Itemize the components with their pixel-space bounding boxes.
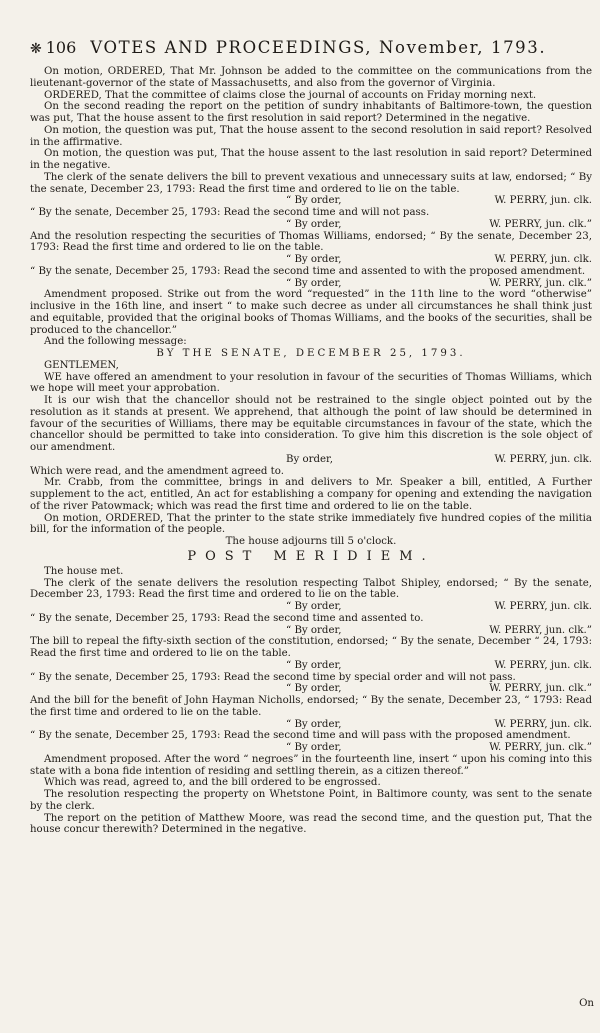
paragraph: “ By the senate, December 25, 1793: Read the second time and will not pass. — [30, 207, 430, 218]
paragraph: Which were read, and the amendment agreed to. — [30, 465, 284, 477]
paragraph: “ By the senate, December 25, 1793: Read the second time by special order and will not pass. — [30, 671, 516, 683]
paragraph: The report on the petition of Matthew Moore, was read the second time, and the question put, That the house concur therewith? Determined in the negative. — [30, 812, 592, 836]
page-header — [30, 38, 586, 60]
paragraph: WE have offered an amendment to your resolution in favour of the securities of Thomas Williams, which we hope will meet your approbation. — [30, 371, 592, 395]
paragraph: Mr. Crabb, from the committee, brings in and delivers to Mr. Speaker a bill, entitled, A Further supplement to the act, entitled, An act for establishing a company for opening and extending the navigation of the river Patowmack; which was read the first time and ordered to lie on the table. — [30, 477, 592, 512]
paragraph: Amendment proposed. Strike out from the word “requested” in the 11th line to the word “otherwise” inclusive in the 16th line, and insert “ to make such decree as under all circumstances he shall think just and equitable, provided that the original books of Thomas Williams, and the books of the securities, shall be produced to the chancellor.” — [30, 289, 592, 336]
paragraph: Amendment proposed. After the word “ negroes” in the fourteenth line, insert “ upon his coming into this state with a bona fide intention of residing and settling therein, as a citizen thereof.” — [30, 753, 592, 777]
paragraph: ORDERED, That the committee of claims close the journal of accounts on Friday morning next. — [44, 89, 537, 101]
paragraph: On motion, the question was put, That the house assent to the second resolution in said report? Resolved in the affirmative. — [30, 124, 592, 148]
salutation: GENTLEMEN, — [44, 359, 119, 371]
section-heading: POST MERIDIEM. — [187, 548, 435, 564]
catchword: On — [579, 998, 594, 1009]
paragraph: It is our wish that the chancellor should not be restrained to the single object pointed out by the resolution as it stands at present. We apprehend, that although the point of law should be determined in favour of the securities of Williams, there may be equitable circumstances in favour of the state, which the chancellor should be permitted to take into consideration. To give him this discretion is the sole object of our amendment. — [30, 395, 592, 453]
paragraph: And the following message: — [44, 336, 187, 348]
paragraph: Which was read, agreed to, and the bill ordered to be engrossed. — [44, 777, 381, 789]
paragraph: And the bill for the benefit of John Hayman Nicholls, endorsed; “ By the senate, December 23, “ 1793: Read the first time and ordered to lie on the table. — [30, 695, 592, 718]
paragraph: And the resolution respecting the securities of Thomas Williams, endorsed; “ By the senate, December 23, 1793: Read the first time and ordered to lie on the table. — [30, 230, 592, 254]
paragraph: “ By the senate, December 25, 1793: Read the second time and will pass with the proposed amendment. — [30, 730, 571, 742]
ornament-icon: ❋ — [30, 41, 42, 57]
signature-line: “ By order, W. PERRY, jun. clk.” — [286, 624, 592, 636]
paragraph: The bill to repeal the fifty-sixth section of the constitution, endorsed; “ By the senate, December “ 24, 1793: Read the first time and ordered to lie on the table. — [30, 636, 592, 659]
signature-line: “ By order, W. PERRY, jun. clk. — [286, 195, 592, 207]
signature-line: “ By order, W. PERRY, jun. clk. — [286, 254, 592, 265]
signature-line: “ By order, W. PERRY, jun. clk.” — [286, 218, 592, 230]
paragraph: The clerk of the senate delivers the resolution respecting Talbot Shipley, endorsed; “ By the senate, December 23, 1793: Read the first time and ordered to lie on the table. — [30, 577, 592, 601]
paragraph: On motion, ORDERED, That the printer to the state strike immediately five hundred copies of the militia bill, for the information of the people. — [30, 512, 592, 536]
signature-line: “ By order, W. PERRY, jun. clk.” — [286, 683, 592, 695]
page-number: 106 — [45, 38, 77, 57]
paragraph: “ By the senate, December 25, 1793: Read the second time and assented to with the proposed amendment. — [30, 265, 586, 277]
signature-line: “ By order, W. PERRY, jun. clk. — [286, 601, 592, 612]
paragraph: “ By the senate, December 25, 1793: Read the second time and assented to. — [30, 612, 424, 624]
paragraph: On the second reading the report on the petition of sundry inhabitants of Baltimore-town, the question was put, That the house assent to the first resolution in said report? Determined in the negative. — [30, 101, 592, 124]
signature-line: “ By order, W. PERRY, jun. clk. — [286, 718, 592, 730]
document-body — [30, 66, 592, 836]
paragraph: The resolution respecting the property on Whetstone Point, in Baltimore county, was sent to the senate by the clerk. — [30, 789, 592, 812]
paragraph: On motion, the question was put, That the house assent to the last resolution in said report? Determined in the negative. — [30, 148, 592, 171]
signature-line: “ By order, W. PERRY, jun. clk.” — [286, 742, 592, 753]
signature-line: “ By order, W. PERRY, jun. clk. — [286, 659, 592, 671]
paragraph: On motion, ORDERED, That Mr. Johnson be added to the committee on the communications from the lieutenant-governor of the state of Massachusetts, and also from the governor of Virginia. — [30, 66, 592, 89]
running-title: VOTES AND PROCEEDINGS, November, 1793. — [90, 38, 547, 57]
paragraph: The clerk of the senate delivers the bill to prevent vexatious and unnecessary suits at law, endorsed; “ By the senate, December 23, 1793: Read the first time and ordered to lie on the table. — [30, 171, 592, 195]
senate-heading: BY THE SENATE, DECEMBER 25, 1793. — [156, 348, 466, 359]
signature-line: “ By order, W. PERRY, jun. clk.” — [286, 277, 592, 289]
signature-line: By order, W. PERRY, jun. clk. — [286, 453, 592, 465]
adjournment: The house adjourns till 5 o'clock. — [225, 536, 397, 547]
paragraph: The house met. — [44, 565, 124, 577]
